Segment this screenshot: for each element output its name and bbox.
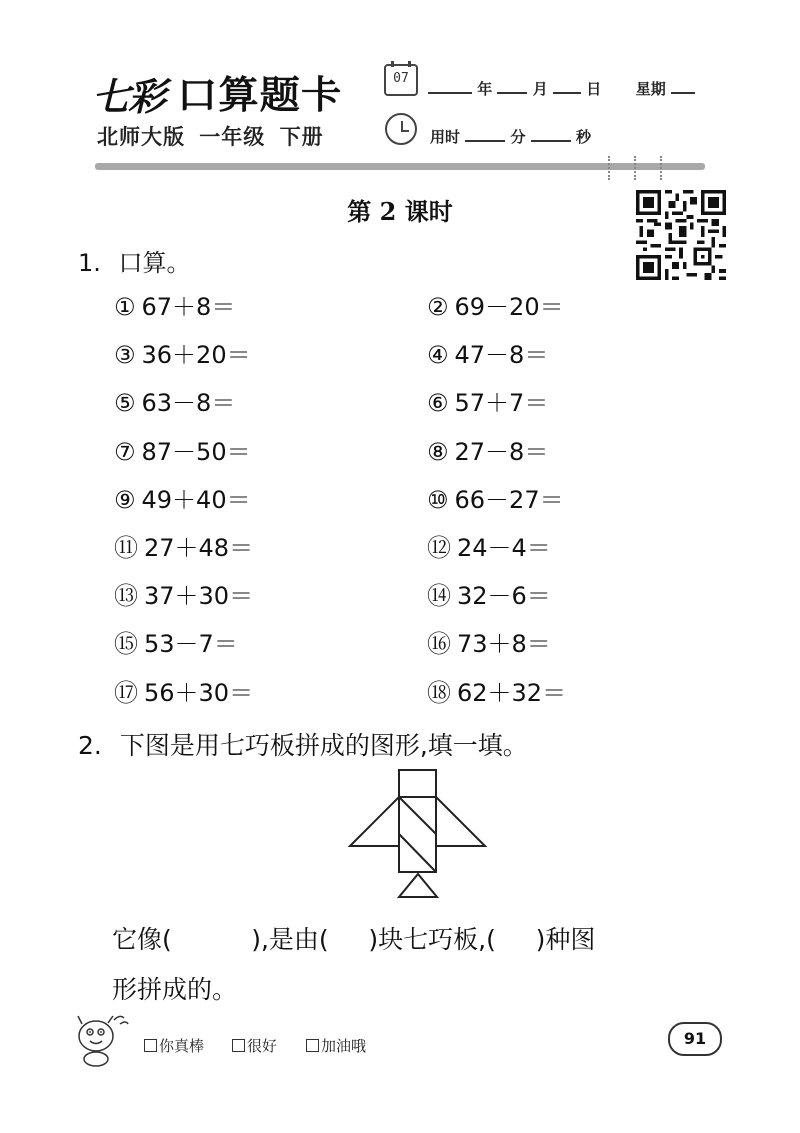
problem-item bbox=[114, 673, 253, 708]
rating-option-great[interactable] bbox=[144, 1035, 204, 1056]
section2-heading bbox=[78, 726, 528, 762]
rating-label-great: 你真棒 bbox=[159, 1037, 205, 1055]
header-divider bbox=[95, 163, 705, 170]
weekday-label: 星期 bbox=[635, 80, 666, 98]
month-label: 月 bbox=[532, 80, 548, 98]
tangram-body-diagonal-2 bbox=[399, 834, 436, 872]
divider-pin bbox=[660, 156, 664, 180]
problem-number: ⑩ bbox=[427, 485, 449, 514]
tangram-foot-triangle bbox=[399, 874, 437, 897]
page-number: 91 bbox=[668, 1022, 722, 1056]
problem-number: ⑤ bbox=[114, 389, 136, 418]
tangram-head-square bbox=[399, 770, 436, 797]
problem-expression: 24－4＝ bbox=[457, 534, 551, 562]
problem-expression: 27－8＝ bbox=[454, 437, 549, 466]
problem-number: ⑮ bbox=[114, 630, 138, 659]
day-label: 日 bbox=[586, 80, 602, 98]
divider-pin bbox=[634, 156, 638, 180]
problem-item bbox=[114, 480, 251, 515]
year-blank[interactable] bbox=[428, 80, 472, 94]
problem-item bbox=[427, 383, 548, 418]
clock-icon bbox=[385, 113, 417, 145]
fill-in-sentence-line2: 形拼成的。 bbox=[112, 975, 238, 1004]
problem-item bbox=[114, 528, 253, 563]
problem-number: ⑬ bbox=[114, 582, 138, 611]
problem-expression: 37＋30＝ bbox=[144, 582, 254, 611]
problem-number: ③ bbox=[114, 341, 136, 370]
problem-expression: 69－20＝ bbox=[454, 293, 564, 321]
problem-item bbox=[114, 287, 235, 322]
problem-item bbox=[427, 335, 548, 370]
tangram-body bbox=[399, 797, 436, 872]
lesson-title: 第 2 课时 bbox=[347, 197, 453, 226]
minutes-blank[interactable] bbox=[465, 128, 505, 142]
problem-item bbox=[427, 432, 548, 467]
month-blank[interactable] bbox=[497, 80, 527, 94]
problem-number: ② bbox=[427, 293, 449, 321]
problem-expression: 32－6＝ bbox=[457, 582, 551, 611]
problem-expression: 49＋40＝ bbox=[141, 485, 251, 514]
problem-expression: 63－8＝ bbox=[141, 389, 236, 418]
problem-item bbox=[114, 576, 253, 611]
rating-option-keep-going[interactable] bbox=[306, 1035, 366, 1056]
edition-label: 北师大版 一年级 下册 bbox=[97, 125, 324, 149]
section2-number: 2. bbox=[78, 731, 102, 760]
checkbox-good[interactable] bbox=[232, 1039, 245, 1052]
problem-expression: 73＋8＝ bbox=[457, 630, 551, 659]
problem-number: ⑥ bbox=[427, 389, 449, 418]
rating-label-good: 很好 bbox=[247, 1037, 278, 1055]
problem-number: ⑯ bbox=[427, 630, 451, 659]
tangram-left-triangle bbox=[350, 797, 399, 846]
minutes-label: 分 bbox=[510, 128, 526, 146]
divider-pin bbox=[608, 156, 612, 180]
problem-item bbox=[427, 624, 551, 659]
tangram-right-triangle bbox=[436, 797, 485, 846]
calendar-icon bbox=[384, 64, 418, 96]
problem-expression: 36＋20＝ bbox=[141, 341, 251, 370]
tangram-body-diagonal-1 bbox=[399, 797, 436, 834]
day-blank[interactable] bbox=[553, 80, 581, 94]
seconds-label: 秒 bbox=[575, 128, 591, 146]
time-fields bbox=[430, 126, 591, 147]
problem-expression: 62＋32＝ bbox=[457, 678, 567, 707]
problem-item bbox=[427, 287, 564, 322]
year-label: 年 bbox=[477, 80, 493, 98]
problem-number: ⑱ bbox=[427, 678, 451, 707]
problem-item bbox=[114, 335, 251, 370]
problem-item bbox=[427, 528, 551, 563]
tangram-figure bbox=[340, 762, 490, 912]
mascot-icon bbox=[70, 1010, 132, 1068]
weekday-blank[interactable] bbox=[671, 80, 695, 94]
section1-title: 口算。 bbox=[118, 249, 191, 277]
problem-number: ⑨ bbox=[114, 485, 136, 514]
brand-title: 口算题卡 bbox=[177, 73, 343, 117]
problem-item bbox=[427, 673, 566, 708]
seconds-blank[interactable] bbox=[531, 128, 571, 142]
date-fields bbox=[428, 78, 695, 99]
section1-heading bbox=[78, 243, 191, 278]
problem-item bbox=[427, 480, 564, 515]
problem-number: ⑰ bbox=[114, 678, 138, 707]
problem-item bbox=[114, 383, 235, 418]
problem-item bbox=[114, 624, 238, 659]
problem-number: ⑭ bbox=[427, 582, 451, 611]
fill-in-sentence-line1: 它像( ),是由( )块七巧板,( )种图 bbox=[112, 925, 596, 954]
problem-number: ① bbox=[114, 293, 136, 321]
section2-title: 下图是用七巧板拼成的图形,填一填。 bbox=[119, 731, 528, 760]
problem-item bbox=[427, 576, 551, 611]
problem-expression: 47－8＝ bbox=[454, 341, 549, 370]
problem-number: ⑦ bbox=[114, 437, 136, 466]
problem-expression: 67＋8＝ bbox=[141, 293, 236, 321]
checkbox-keep-going[interactable] bbox=[306, 1039, 319, 1052]
rating-option-good[interactable] bbox=[232, 1035, 277, 1056]
rating-label-keep-going: 加油哦 bbox=[321, 1037, 367, 1055]
problem-expression: 27＋48＝ bbox=[144, 534, 254, 562]
brand-logo-mark: 七彩 bbox=[92, 74, 165, 119]
calendar-number: 07 bbox=[393, 71, 409, 86]
problem-number: ⑧ bbox=[427, 437, 449, 466]
problem-expression: 56＋30＝ bbox=[144, 678, 254, 707]
qr-code-icon[interactable] bbox=[636, 190, 726, 280]
problem-expression: 57＋7＝ bbox=[454, 389, 549, 418]
time-used-label: 用时 bbox=[430, 128, 461, 146]
problem-expression: 87－50＝ bbox=[141, 437, 251, 466]
problem-number: ④ bbox=[427, 341, 449, 370]
section1-number: 1. bbox=[78, 249, 101, 277]
problem-item bbox=[114, 432, 251, 467]
problem-expression: 53－7＝ bbox=[144, 630, 238, 659]
checkbox-great[interactable] bbox=[144, 1039, 157, 1052]
problem-expression: 66－27＝ bbox=[454, 485, 564, 514]
problem-number: ⑫ bbox=[427, 534, 451, 562]
problem-number: ⑪ bbox=[114, 534, 138, 562]
